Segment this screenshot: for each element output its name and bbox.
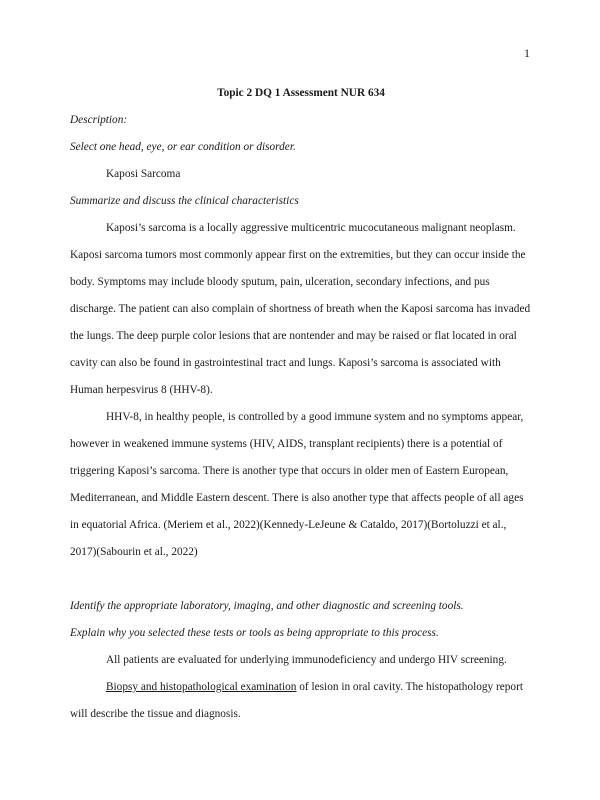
paragraph-hiv-screening: All patients are evaluated for underlying immunodeficiency and undergo HIV screening. [106, 654, 507, 666]
document-body [70, 80, 532, 728]
blank-line [70, 566, 532, 593]
prompt-identify-tools: Identify the appropriate laboratory, imaging, and other diagnostic and screening tools. [70, 600, 464, 612]
paragraph-hhv8: HHV-8, in healthy people, is controlled by a good immune system and no symptoms appear, however in weakened immune systems (HIV, AIDS, transplant recipients) there is a potential of triggering Kaposi’s sarcoma. There is another type that occurs in older men of Eastern European, Mediterranean, and Middle Eastern descent. There is also another type that affects people of all ages in equatorial Africa. (Meriem et al., 2022)(Kennedy-LeJeune & Cataldo, 2017)(Bortoluzzi et al., 2017)(Sabourin et al., 2022) [70, 411, 524, 558]
paragraph-biopsy [70, 674, 532, 728]
prompt-summarize: Summarize and discuss the clinical characteristics [70, 195, 299, 207]
description-heading: Description: [70, 114, 128, 126]
condition-name: Kaposi Sarcoma [106, 168, 181, 180]
document-title: Topic 2 DQ 1 Assessment NUR 634 [217, 87, 385, 99]
biopsy-underlined-text: Biopsy and histopathological examination [106, 681, 297, 693]
prompt-select-condition: Select one head, eye, or ear condition or disorder. [70, 141, 296, 153]
biopsy-rest-text: of lesion in oral cavity. The histopathology report will describe the tissue and diagnosis. [70, 681, 523, 720]
paragraph-clinical-characteristics: Kaposi’s sarcoma is a locally aggressive multicentric mucocutaneous malignant neoplasm. Kaposi sarcoma tumors most commonly appear first on the extremities, but they can occur inside the body. Symptoms may include bloody sputum, pain, ulceration, secondary infections, and pus discharge. The patient can also complain of shortness of breath when the Kaposi sarcoma has invaded the lungs. The deep purple color lesions that are nontender and may be raised or flat located in oral cavity can also be found in gastrointestinal tract and lungs. Kaposi’s sarcoma is associated with Human herpesvirus 8 (HHV-8). [70, 222, 531, 396]
page-number: 1 [524, 46, 530, 60]
prompt-explain-tools: Explain why you selected these tests or tools as being appropriate to this process. [70, 627, 439, 639]
